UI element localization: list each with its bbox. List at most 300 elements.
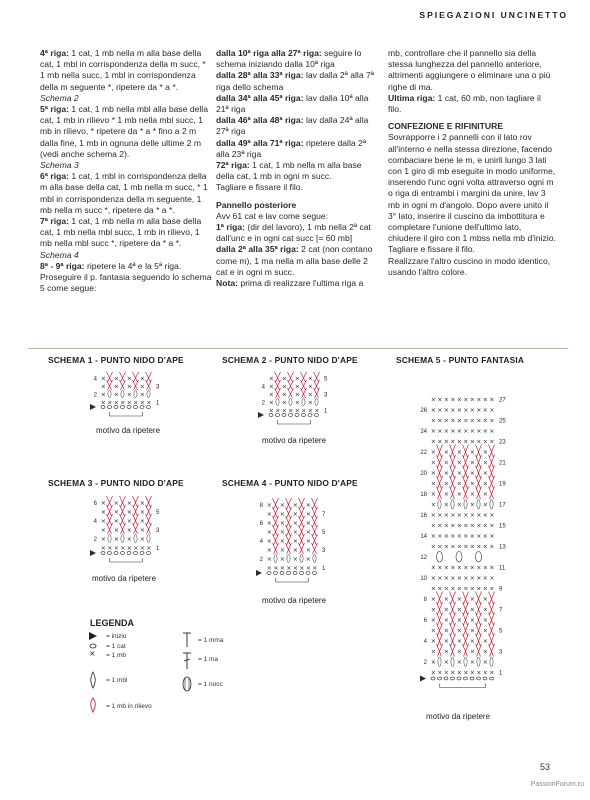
mb-mark: × xyxy=(463,417,469,425)
mb-mark: × xyxy=(443,627,449,635)
mb-mark: × xyxy=(430,501,436,509)
mb-mark: × xyxy=(443,659,449,667)
mbl-mark xyxy=(438,657,441,667)
rilievo-mark xyxy=(299,507,304,518)
row-label: 20 xyxy=(420,471,427,478)
rilievo-mark xyxy=(313,516,318,527)
rilievo-mark xyxy=(276,380,281,390)
mb-mark: × xyxy=(469,596,475,604)
mb-mark: × xyxy=(307,375,313,383)
row-label: 23 xyxy=(499,439,506,446)
mb-mark: × xyxy=(463,522,469,530)
mb-mark: × xyxy=(482,407,488,415)
mb-mark: × xyxy=(100,391,106,399)
schema-3-chart xyxy=(88,498,168,564)
mb-mark: × xyxy=(482,512,488,520)
section-title-confezione: CONFEZIONE E RIFINITURE xyxy=(388,121,504,132)
mb-mark: × xyxy=(437,428,443,436)
mb-mark: × xyxy=(139,391,145,399)
mb-mark: × xyxy=(482,438,488,446)
mb-mark: × xyxy=(482,617,488,625)
text-column-3: mb, controllare che il pannello sia della stessa lunghezza del pannello anteriore, altrimenti aggiungere o eliminare una o più righe di ma. Ultima riga: 1 cat, 60 mb, non tagliare il filo. CONFEZIONE E RIFINITURE Sovrapporre i 2 pannelli con il lato rov all'interno e nella stessa direzione, facendo combaciare bene le m, e unirli lungo 3 lati con 1 giro di mb eseguite in modo uniforme, inserendo l'unc ogni volta attraverso ogni m o riga di entrambi i margini da unire, lav 3 mb in ogni m d'angolo. Dopo avere unito il 3° lato, inserire il cuscino da imbottitura e completare l'unione dell'ultimo lato, chiudere il giro con 1 mbss nella mb d'inizio. Tagliare e fissare il filo. Realizzare l'altro cuscino in modo identico, usando l'altro colore. xyxy=(388,48,556,277)
mb-mark: × xyxy=(469,407,475,415)
row-label: 4 xyxy=(259,538,263,545)
row-label: 3 xyxy=(499,649,503,656)
mb-mark: × xyxy=(489,438,495,446)
mb-mark: × xyxy=(443,606,449,614)
mb-mark: × xyxy=(482,417,488,425)
rilievo-mark xyxy=(315,372,320,382)
mb-mark: × xyxy=(294,407,300,415)
schema-2-title: SCHEMA 2 - PUNTO NIDO D'APE xyxy=(222,355,358,365)
mb-mark: × xyxy=(450,522,456,530)
row-label: 17 xyxy=(499,502,506,509)
mb-mark: × xyxy=(268,383,274,391)
row-label: 12 xyxy=(420,555,427,562)
mb-mark: × xyxy=(430,459,436,467)
mb-mark: × xyxy=(126,383,132,391)
row-label: 25 xyxy=(499,418,506,425)
mb-mark: × xyxy=(268,391,274,399)
mb-mark: × xyxy=(476,533,482,541)
mb-mark: × xyxy=(482,564,488,572)
mb-mark: × xyxy=(126,375,132,383)
rilievo-mark xyxy=(288,380,293,390)
mb-mark: × xyxy=(443,575,449,583)
rilievo-mark xyxy=(121,514,126,525)
mbl-mark xyxy=(451,500,454,510)
mb-mark: × xyxy=(268,399,274,407)
mb-mark: × xyxy=(469,470,475,478)
mb-mark: × xyxy=(469,396,475,404)
mb-mark: × xyxy=(126,544,132,552)
mb-mark: × xyxy=(482,449,488,457)
rilievo-mark xyxy=(313,507,318,518)
rilievo-mark xyxy=(299,498,304,509)
rilievo-mark xyxy=(120,505,125,516)
mb-mark: × xyxy=(430,648,436,656)
row-label: 4 xyxy=(93,518,97,525)
rilievo-mark xyxy=(313,525,318,536)
mbl-mark xyxy=(108,535,111,543)
mb-mark: × xyxy=(126,391,132,399)
mb-mark: × xyxy=(456,596,462,604)
mb-mark: × xyxy=(456,417,462,425)
mb-mark: × xyxy=(430,522,436,530)
row-label: 15 xyxy=(499,523,506,530)
mb-rilievo-icon xyxy=(91,698,96,712)
mb-mark: × xyxy=(469,459,475,467)
mb-mark: × xyxy=(430,491,436,499)
mb-mark: × xyxy=(476,522,482,530)
mb-mark: × xyxy=(100,517,106,525)
mb-mark: × xyxy=(430,606,436,614)
mb-mark: × xyxy=(266,519,272,527)
rilievo-mark xyxy=(437,592,442,605)
rilievo-mark xyxy=(134,505,139,516)
rilievo-mark xyxy=(463,445,468,458)
chain-mark xyxy=(464,677,468,680)
section-title-pannello-posteriore: Pannello posteriore xyxy=(216,199,297,210)
mb-mark: × xyxy=(279,519,285,527)
start-marker xyxy=(256,570,262,576)
watermark: PassionForum.ru xyxy=(530,781,584,788)
rilievo-mark xyxy=(133,523,138,534)
mb-mark: × xyxy=(443,459,449,467)
mb-mark: × xyxy=(450,564,456,572)
schema-5-title: SCHEMA 5 - PUNTO FANTASIA xyxy=(396,355,525,365)
chain-mark xyxy=(140,552,144,555)
mb-mark: × xyxy=(476,585,482,593)
rilievo-mark xyxy=(289,380,294,390)
mb-mark: × xyxy=(463,407,469,415)
rilievo-mark xyxy=(108,496,113,507)
mb-mark: × xyxy=(443,501,449,509)
mb-mark: × xyxy=(450,533,456,541)
row-label: 16 xyxy=(420,513,427,520)
repeat-bracket xyxy=(278,420,311,424)
rilievo-mark xyxy=(301,372,306,382)
chain-mark xyxy=(267,572,271,575)
rilievo-mark xyxy=(437,445,442,458)
row-label: 6 xyxy=(423,618,427,625)
mb-mark: × xyxy=(437,575,443,583)
mb-mark: × xyxy=(489,564,495,572)
mb-mark: × xyxy=(281,375,287,383)
row-label: 10 xyxy=(420,576,427,583)
mb-mark: × xyxy=(469,585,475,593)
mb-mark: × xyxy=(100,375,106,383)
mb-mark: × xyxy=(469,533,475,541)
mbl-mark xyxy=(302,399,305,406)
mb-mark: × xyxy=(126,526,132,534)
mb-mark: × xyxy=(476,438,482,446)
chain-mark xyxy=(287,572,291,575)
mbl-mark xyxy=(451,657,454,667)
row-label: 5 xyxy=(156,509,160,516)
rilievo-mark xyxy=(133,514,138,525)
text-column-2: dalla 10ª riga alla 27ª riga: seguire lo schema iniziando dalla 10ª riga dalla 28ª alla 33ª riga: lav dalla 2ª alla 7ª riga dello schema dalla 34ª alla 45ª riga: lav dalla 10ª alla 21ª riga dalla 46ª alla 48ª riga: lav dalla 24ª alla 27ª riga dalla 49ª alla 71ª riga: ripetere dalla 2ª alla 23ª riga 72ª riga: 1 cat, 1 mb nella m alla base della cat, 1 mb in ogni m succ. Tagliare e fissare il filo. Pannello posteriore Avv 61 cat e lav come segue: 1ª riga: (dir del lavoro), 1 mb nella 2ª cat dall'unc e in ogni cat succ [= 60 mb] dalla 2ª alla 35ª riga: 2 cat (non contano come m), 1 ma nella m alla base delle 2 cat e in ogni m succ. Nota: prima di realizzare l'ultima riga a xyxy=(216,48,378,289)
mb-mark: × xyxy=(489,522,495,530)
mb-mark: × xyxy=(450,438,456,446)
mb-mark: × xyxy=(456,659,462,667)
mb-mark: × xyxy=(279,528,285,536)
mb-mark: × xyxy=(489,512,495,520)
row-label: 14 xyxy=(420,534,427,541)
mb-mark: × xyxy=(305,555,311,563)
mb-mark: × xyxy=(281,407,287,415)
rilievo-mark xyxy=(451,592,456,605)
mb-mark: × xyxy=(456,617,462,625)
mb-mark: × xyxy=(126,535,132,543)
rilievo-mark xyxy=(286,543,291,554)
mb-mark: × xyxy=(139,383,145,391)
mb-mark: × xyxy=(443,533,449,541)
nocc-mark xyxy=(476,552,482,563)
rilievo-mark xyxy=(315,380,320,390)
mb-mark: × xyxy=(133,544,139,552)
mb-mark: × xyxy=(126,399,132,407)
rilievo-mark xyxy=(120,523,125,534)
mb-mark: × xyxy=(476,564,482,572)
mb-mark: × xyxy=(469,627,475,635)
row-label: 22 xyxy=(420,450,427,457)
row-label: 13 xyxy=(499,544,506,551)
mb-mark: × xyxy=(443,638,449,646)
rilievo-mark xyxy=(147,496,152,507)
mbl-mark xyxy=(315,399,318,406)
mb-mark: × xyxy=(107,399,113,407)
rilievo-mark xyxy=(287,516,292,527)
mb-mark: × xyxy=(456,449,462,457)
mb-mark: × xyxy=(430,564,436,572)
mb-mark: × xyxy=(107,544,113,552)
mb-mark: × xyxy=(113,517,119,525)
rilievo-mark xyxy=(476,592,481,605)
row-label: 8 xyxy=(423,597,427,604)
chain-mark xyxy=(477,677,481,680)
mb-mark: × xyxy=(113,526,119,534)
mb-mark: × xyxy=(294,391,300,399)
mb-mark: × xyxy=(430,470,436,478)
mb-mark: × xyxy=(437,585,443,593)
mb-mark: × xyxy=(443,470,449,478)
row-label: 19 xyxy=(499,481,506,488)
mb-mark: × xyxy=(443,396,449,404)
mb-mark: × xyxy=(139,544,145,552)
chain-mark xyxy=(451,677,455,680)
mb-mark: × xyxy=(139,399,145,407)
rilievo-mark xyxy=(301,388,306,398)
rilievo-mark xyxy=(287,525,292,536)
mb-mark: × xyxy=(469,638,475,646)
mb-mark: × xyxy=(443,491,449,499)
mb-mark: × xyxy=(430,407,436,415)
mb-mark: × xyxy=(482,470,488,478)
row-label: 8 xyxy=(259,502,263,509)
mb-mark: × xyxy=(305,501,311,509)
schema-3-motivo: motivo da ripetere xyxy=(92,574,157,583)
mb-mark: × xyxy=(113,499,119,507)
mb-mark: × xyxy=(273,564,279,572)
mb-mark: × xyxy=(100,526,106,534)
mb-mark: × xyxy=(443,428,449,436)
legend-title: LEGENDA xyxy=(90,618,135,628)
mb-mark: × xyxy=(463,543,469,551)
mb-mark: × xyxy=(476,396,482,404)
rilievo-mark xyxy=(490,592,495,605)
mb-mark: × xyxy=(430,480,436,488)
mb-mark: × xyxy=(469,543,475,551)
mb-mark: × xyxy=(463,575,469,583)
row-label: 2 xyxy=(261,400,265,407)
chain-mark xyxy=(300,572,304,575)
rilievo-mark xyxy=(312,534,317,545)
chain-mark xyxy=(147,552,151,555)
nocc-mark xyxy=(456,552,462,563)
rilievo-mark xyxy=(451,445,456,458)
mb-mark: × xyxy=(482,585,488,593)
mb-mark: × xyxy=(469,417,475,425)
rilievo-mark xyxy=(464,592,469,605)
mb-mark: × xyxy=(456,501,462,509)
schema-3-title: SCHEMA 3 - PUNTO NIDO D'APE xyxy=(48,478,184,488)
mb-mark: × xyxy=(430,512,436,520)
mbl-icon xyxy=(91,672,96,688)
repeat-bracket xyxy=(110,558,143,562)
mb-mark: × xyxy=(268,375,274,383)
mbl-mark xyxy=(121,535,124,543)
mb-mark: × xyxy=(443,648,449,656)
mb-mark: × xyxy=(482,533,488,541)
mb-mark: × xyxy=(463,512,469,520)
mb-mark: × xyxy=(430,438,436,446)
mb-mark: × xyxy=(113,383,119,391)
mb-mark: × xyxy=(469,449,475,457)
mb-mark: × xyxy=(100,508,106,516)
mb-mark: × xyxy=(469,438,475,446)
rilievo-mark xyxy=(288,372,293,382)
mb-mark: × xyxy=(489,396,495,404)
mb-mark: × xyxy=(430,596,436,604)
mb-mark: × xyxy=(126,499,132,507)
rilievo-mark xyxy=(490,445,495,458)
mbl-mark xyxy=(477,657,480,667)
rilievo-mark xyxy=(287,507,292,518)
mb-mark: × xyxy=(456,470,462,478)
mb-mark: × xyxy=(463,669,469,677)
rilievo-mark xyxy=(147,523,152,534)
mb-mark: × xyxy=(463,564,469,572)
rilievo-mark xyxy=(107,380,112,390)
row-label: 3 xyxy=(156,527,160,534)
mb-mark: × xyxy=(113,544,119,552)
legend-symbols xyxy=(88,632,108,722)
mb-mark: × xyxy=(456,396,462,404)
mb-mark: × xyxy=(292,510,298,518)
mb-mark: × xyxy=(482,522,488,530)
row-label: 1 xyxy=(322,565,326,572)
start-marker xyxy=(420,676,426,682)
schema-4-motivo: motivo da ripetere xyxy=(262,596,327,605)
mbl-mark xyxy=(134,391,137,398)
chain-mark xyxy=(490,677,494,680)
mb-mark: × xyxy=(456,491,462,499)
mb-mark: × xyxy=(443,512,449,520)
chain-mark xyxy=(431,677,435,680)
rilievo-mark xyxy=(274,498,279,509)
row-label: 4 xyxy=(93,376,97,383)
rilievo-mark xyxy=(107,514,112,525)
mb-mark: × xyxy=(307,407,313,415)
mbl-mark xyxy=(276,399,279,406)
row-label: 3 xyxy=(322,547,326,554)
row-label: 5 xyxy=(322,529,326,536)
rilievo-mark xyxy=(120,496,125,507)
chain-mark xyxy=(280,572,284,575)
rilievo-mark xyxy=(107,523,112,534)
mb-mark: × xyxy=(266,546,272,554)
row-label: 1 xyxy=(156,545,160,552)
mb-mark: × xyxy=(482,596,488,604)
mb-mark: × xyxy=(100,499,106,507)
page-header: SPIEGAZIONI UNCINETTO xyxy=(419,10,568,20)
mb-mark: × xyxy=(450,585,456,593)
mb-mark: × xyxy=(450,428,456,436)
row-label: 5 xyxy=(324,376,328,383)
row-label: 1 xyxy=(156,400,160,407)
rilievo-mark xyxy=(146,380,151,390)
row-label: 7 xyxy=(499,607,503,614)
rilievo-mark xyxy=(107,496,112,507)
schema-2-motivo: motivo da ripetere xyxy=(262,436,327,445)
rilievo-mark xyxy=(120,372,125,382)
rilievo-mark xyxy=(108,380,113,390)
mb-mark: × xyxy=(266,501,272,509)
rilievo-mark xyxy=(477,445,482,458)
mb-mark: × xyxy=(489,417,495,425)
mb-mark: × xyxy=(456,564,462,572)
mb-mark: × xyxy=(292,555,298,563)
rilievo-mark xyxy=(477,592,482,605)
rilievo-mark xyxy=(273,525,278,536)
mb-mark: × xyxy=(100,535,106,543)
rilievo-mark xyxy=(107,372,112,382)
rilievo-mark xyxy=(108,505,113,516)
row-label: 2 xyxy=(259,556,263,563)
mb-mark: × xyxy=(100,383,106,391)
rilievo-mark xyxy=(286,534,291,545)
mb-mark: × xyxy=(266,510,272,518)
rilievo-mark xyxy=(287,534,292,545)
mb-mark: × xyxy=(430,659,436,667)
mb-mark: × xyxy=(120,399,126,407)
rilievo-mark xyxy=(312,525,317,536)
mb-mark: × xyxy=(281,391,287,399)
mb-mark: × xyxy=(450,396,456,404)
mb-mark: × xyxy=(437,543,443,551)
mb-mark: × xyxy=(476,669,482,677)
rilievo-mark xyxy=(289,388,294,398)
rilievo-mark xyxy=(275,380,280,390)
rilievo-mark xyxy=(108,523,113,534)
mb-mark: × xyxy=(450,543,456,551)
rilievo-mark xyxy=(300,543,305,554)
chain-mark xyxy=(274,572,278,575)
mb-mark: × xyxy=(266,555,272,563)
mb-mark: × xyxy=(139,526,145,534)
mb-mark: × xyxy=(430,585,436,593)
rilievo-mark xyxy=(121,523,126,534)
mb-mark: × xyxy=(489,543,495,551)
rilievo-mark xyxy=(108,372,113,382)
mb-mark: × xyxy=(489,533,495,541)
rilievo-mark xyxy=(134,372,139,382)
mb-mark: × xyxy=(279,564,285,572)
mb-mark: × xyxy=(430,638,436,646)
schema-2-chart xyxy=(256,374,336,426)
mb-mark: × xyxy=(437,533,443,541)
row-label: 2 xyxy=(423,660,427,667)
rilievo-mark xyxy=(133,496,138,507)
mb-mark: × xyxy=(100,544,106,552)
mb-mark: × xyxy=(139,517,145,525)
mb-mark: × xyxy=(443,596,449,604)
mb-mark: × xyxy=(307,383,313,391)
mb-mark: × xyxy=(443,669,449,677)
page-number: 53 xyxy=(539,762,550,772)
mbl-mark xyxy=(490,500,493,510)
